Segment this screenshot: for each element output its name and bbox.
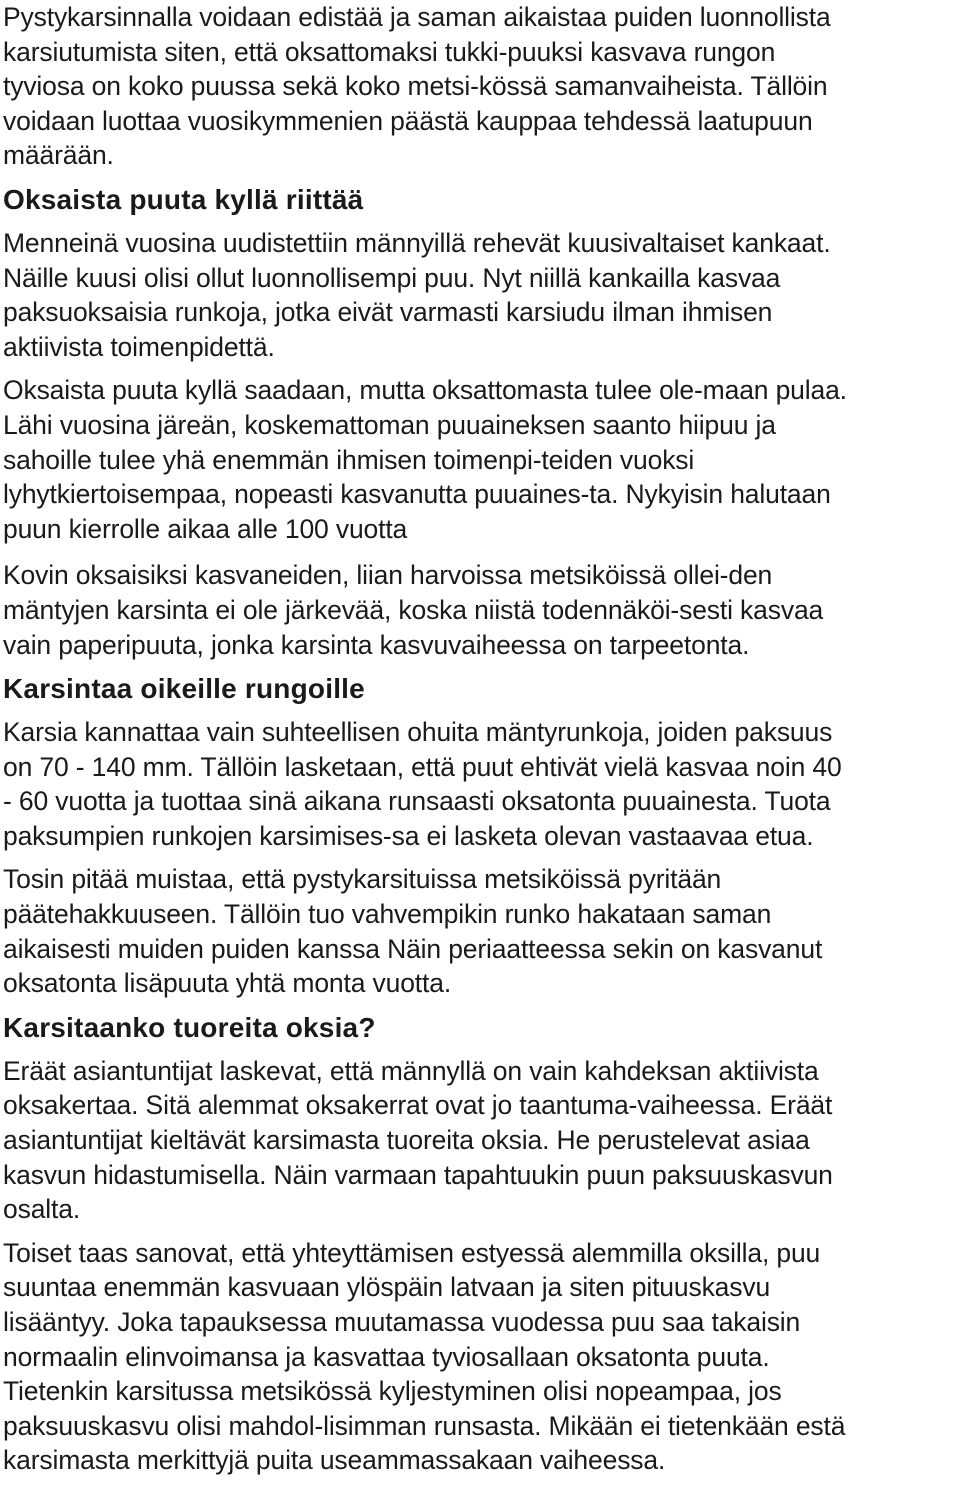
paragraph-menneina-vuosina: Menneinä vuosina uudistettiin männyillä rehevät kuusivaltaiset kankaat. Näille kuusi olisi ollut luonnollisempi puu. Nyt niillä kankailla kasvaa paksuoksaisia runkoja, jotka eivät varmasti karsiudu ilman ihmisen aktiivista toimenpidettä. [3,227,831,362]
paragraph-kovin-oksaisiksi: Kovin oksaisiksi kasvaneiden, liian harvoissa metsiköissä ollei-den mäntyjen karsinta ei ole järkevää, koska niistä todennäköi-sesti kasvaa vain paperipuuta, jonka karsinta kasvuvaiheessa on tarpeetonta. [3,560,824,660]
paragraph-karsia-kannattaa: Karsia kannattaa vain suhteellisen ohuita mäntyrunkoja, joiden paksuus on 70 - 140 mm. Tällöin lasketaan, että puut ehtivät vielä kasvaa noin 40 - 60 vuotta ja tuottaa sinä aikana runsaasti oksatonta puuainesta. Tuota paksumpien runkojen karsimises-sa ei lasketa olevan vastaavaa etua. [3,717,842,851]
document-page [3,0,958,1478]
heading-oksaista-puuta: Oksaista puuta kyllä riittää [3,183,364,215]
paragraph-oksaista-saadaan: Oksaista puuta kyllä saadaan, mutta oksattomasta tulee ole-maan pulaa. Lähi vuosina järeän, koskemattoman puuaineksen saanto hiipuu ja sahoille tulee yhä enemmän ihmisen toimenpi-teiden vuoksi lyhytkiertoisempaa, nopeasti kasvanutta puuaines-ta. Nykyisin halutaan puun kierrolle aikaa alle 100 vuotta [3,375,847,544]
heading-karsintaa-oikeille: Karsintaa oikeille rungoille [3,673,365,705]
paragraph-intro: Pystykarsinnalla voidaan edistää ja saman aikaistaa puiden luonnollista karsiutumista siten, että oksattomaksi tukki-puuksi kasvava rungon tyviosa on koko puussa sekä koko metsi-kössä samanvaiheista. Tällöin voidaan luottaa vuosikymmenien päästä kauppaa tehdessä laatupuun määrään. [3,2,831,171]
heading-karsitaanko-tuoreita: Karsitaanko tuoreita oksia? [3,1011,376,1043]
paragraph-tosin-pitaa: Tosin pitää muistaa, että pystykarsituissa metsiköissä pyritään päätehakkuuseen. Tällöin tuo vahvempikin runko hakataan saman aikaisesti muiden puiden kanssa Näin periaatteessa sekin on kasvanut oksatonta lisäpuuta yhtä monta vuotta. [3,864,823,999]
paragraph-toiset-taas: Toiset taas sanovat, että yhteyttämisen estyessä alemmilla oksilla, puu suuntaa enemmän kasvuaan ylöspäin latvaan ja siten pituuskasvu lisääntyy. Joka tapauksessa muutamassa vuodessa puu saa takaisin normaalin elinvoimansa ja kasvattaa tyviosallaan oksatonta puuta. Tietenkin karsitussa metsikössä kyljestyminen olisi nopeampaa, jos paksuuskasvu olisi mahdol-lisimman runsasta. Mikään ei tietenkään estä karsimasta merkittyjä puita useammassakaan vaiheessa. [3,1237,846,1476]
paragraph-eraat-asiantuntijat: Eräät asiantuntijat laskevat, että männyllä on vain kahdeksan aktiivista oksakertaa. Sitä alemmat oksakerrat ovat jo taantuma-vaiheessa. Eräät asiantuntijat kieltävät karsimasta tuoreita oksia. He perustelevat asiaa kasvun hidastumisella. Näin varmaan tapahtuukin puun paksuuskasvun osalta. [3,1055,833,1225]
